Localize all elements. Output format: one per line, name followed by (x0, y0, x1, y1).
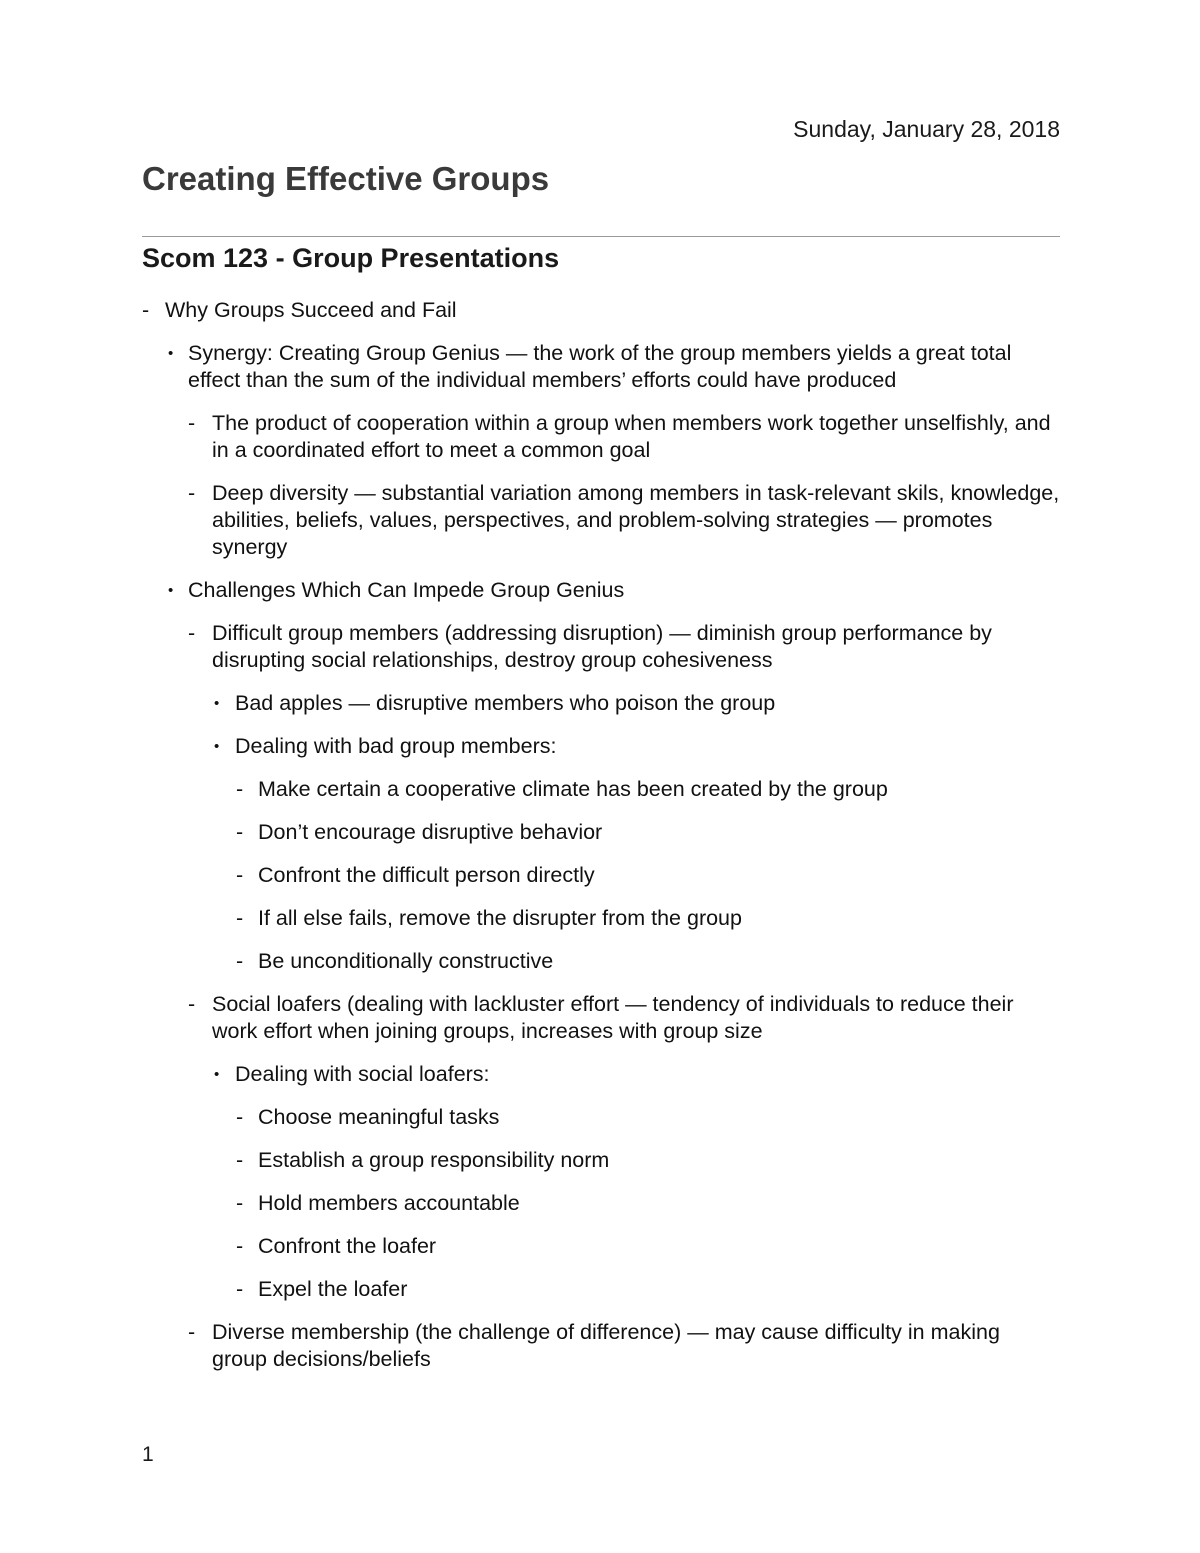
bullet-marker: • (214, 695, 220, 712)
outline-item-text: If all else fails, remove the disrupter from the group (258, 906, 742, 930)
notes-outline (142, 297, 1060, 1389)
outline-item-text: Bad apples — disruptive members who poison the group (235, 691, 776, 715)
outline-item (142, 1104, 1060, 1131)
outline-item (142, 480, 1060, 561)
outline-item-text: Make certain a cooperative climate has been created by the group (258, 777, 888, 801)
bullet-marker: • (168, 582, 174, 599)
dash-marker: - (236, 1148, 244, 1172)
outline-item (142, 620, 1060, 674)
dash-marker: - (236, 820, 244, 844)
outline-item (142, 819, 1060, 846)
outline-item-text: Synergy: Creating Group Genius — the work of the group members yields a great total effect than the sum of the individual members’ efforts could have produced (188, 341, 1012, 392)
outline-item-text: The product of cooperation within a group when members work together unselfishly, and in a coordinated effort to meet a common goal (212, 411, 1051, 462)
dash-marker: - (236, 906, 244, 930)
outline-item (142, 905, 1060, 932)
dash-marker: - (188, 992, 196, 1016)
outline-item-text: Expel the loafer (258, 1277, 408, 1301)
bullet-marker: • (168, 345, 174, 362)
outline-item (142, 862, 1060, 889)
outline-item-text: Establish a group responsibility norm (258, 1148, 610, 1172)
outline-item (142, 1147, 1060, 1174)
outline-item-text: Dealing with bad group members: (235, 734, 557, 758)
outline-item (142, 1061, 1060, 1088)
dash-marker: - (236, 1191, 244, 1215)
outline-item-text: Challenges Which Can Impede Group Genius (188, 578, 625, 602)
dash-marker: - (188, 621, 196, 645)
outline-item-text: Social loafers (dealing with lackluster effort — tendency of individuals to reduce their work effort when joining groups, increases with group size (212, 992, 1014, 1043)
outline-item-text: Diverse membership (the challenge of difference) — may cause difficulty in making group decisions/beliefs (212, 1320, 1000, 1371)
outline-item-text: Confront the loafer (258, 1234, 437, 1258)
dash-marker: - (188, 411, 196, 435)
outline-item (142, 991, 1060, 1045)
dash-marker: - (236, 863, 244, 887)
outline-item (142, 577, 1060, 604)
outline-item-text: Dealing with social loafers: (235, 1062, 490, 1086)
outline-item (142, 340, 1060, 394)
dash-marker: - (188, 1320, 196, 1344)
document-title: Creating Effective Groups (142, 160, 550, 197)
outline-item (142, 690, 1060, 717)
outline-item-text: Don’t encourage disruptive behavior (258, 820, 603, 844)
dash-marker: - (236, 1277, 244, 1301)
outline-item (142, 733, 1060, 760)
outline-item-text: Deep diversity — substantial variation among members in task-relevant skils, knowledge, abilities, beliefs, values, perspectives, and problem-solving strategies — promotes synergy (212, 481, 1060, 559)
outline-item-text: Choose meaningful tasks (258, 1105, 500, 1129)
outline-item (142, 776, 1060, 803)
dash-marker: - (236, 949, 244, 973)
dash-marker: - (236, 1105, 244, 1129)
outline-item (142, 410, 1060, 464)
outline-item-text: Hold members accountable (258, 1191, 520, 1215)
document-date: Sunday, January 28, 2018 (793, 116, 1060, 142)
dash-marker: - (236, 777, 244, 801)
page-number: 1 (142, 1443, 154, 1466)
bullet-marker: • (214, 1066, 220, 1083)
outline-item (142, 948, 1060, 975)
outline-item (142, 1319, 1060, 1373)
dash-marker: - (188, 481, 196, 505)
outline-item-text: Be unconditionally constructive (258, 949, 554, 973)
outline-item-text: Difficult group members (addressing disruption) — diminish group performance by disrupting social relationships, destroy group cohesiveness (212, 621, 992, 672)
section-heading: Scom 123 - Group Presentations (142, 243, 560, 273)
title-divider (142, 236, 1060, 237)
outline-item (142, 1276, 1060, 1303)
outline-item (142, 1233, 1060, 1260)
dash-marker: - (236, 1234, 244, 1258)
outline-item-text: Confront the difficult person directly (258, 863, 595, 887)
outline-item-text: Why Groups Succeed and Fail (165, 298, 457, 322)
bullet-marker: • (214, 738, 220, 755)
outline-item (142, 1190, 1060, 1217)
dash-marker: - (142, 298, 150, 322)
outline-item (142, 297, 1060, 324)
